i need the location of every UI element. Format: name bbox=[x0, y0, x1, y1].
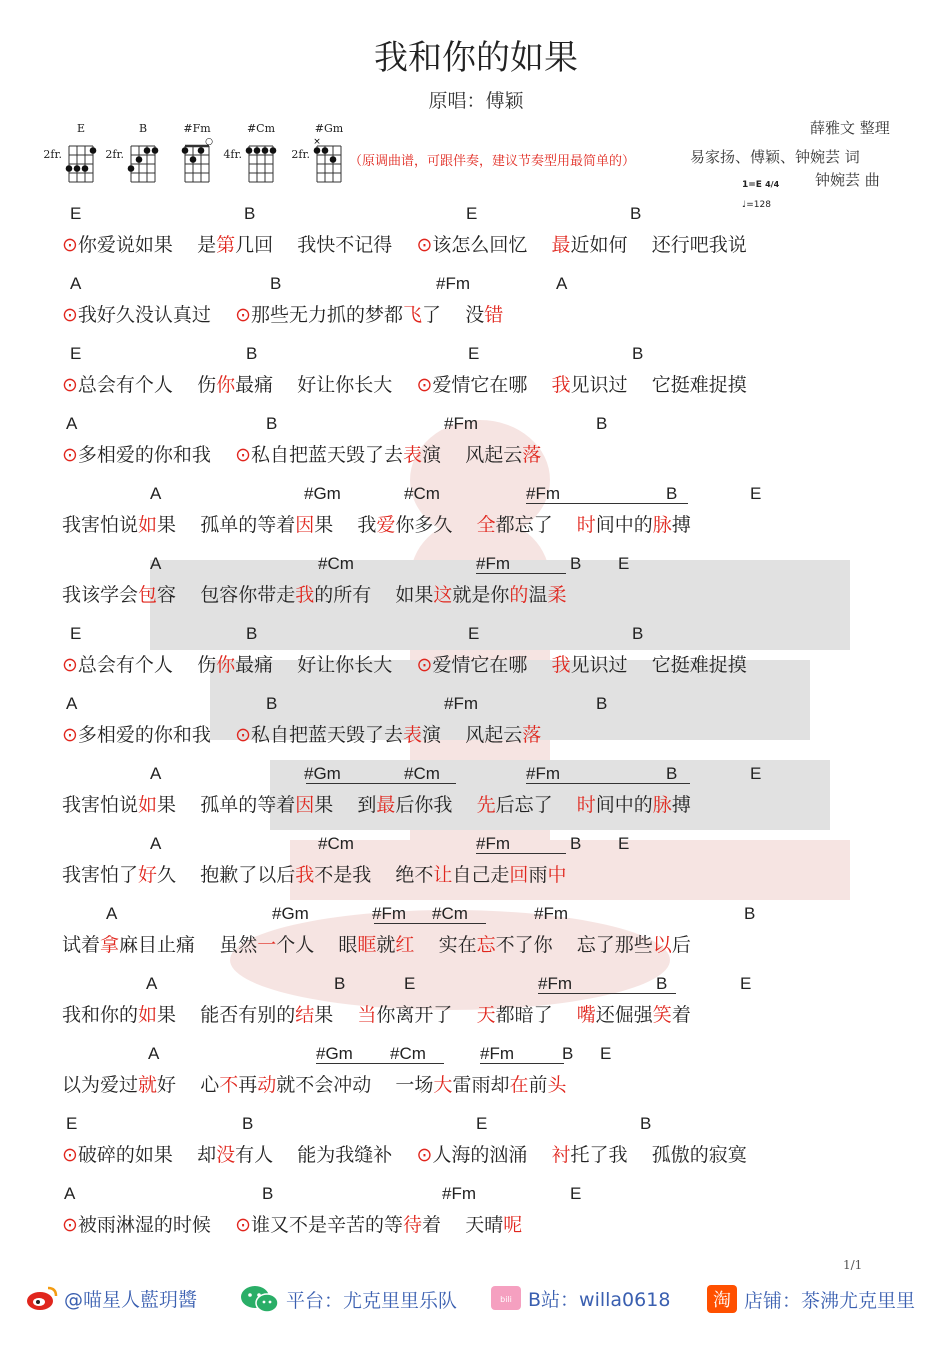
page-number: 1/1 bbox=[843, 1258, 863, 1272]
chord-tie-line bbox=[374, 923, 486, 924]
chord-label: B bbox=[334, 974, 346, 993]
wechat-platform: 平台：尤克里里乐队 bbox=[286, 1289, 458, 1312]
lyric-line: 以为爱过就好 心不再动就不会冲动 一场大雷雨却在前头 bbox=[62, 1074, 567, 1096]
chord-label: A bbox=[148, 1044, 160, 1063]
chord-diagram-fret: 2fr. bbox=[291, 148, 310, 161]
chord-label: #Gm bbox=[316, 1044, 353, 1063]
chord-diagram-fret: 2fr. bbox=[43, 148, 62, 161]
footer-bar bbox=[0, 1284, 952, 1320]
lyric-line: 我该学会包容 包容你带走我的所有 如果这就是你的温柔 bbox=[62, 584, 567, 606]
chord-tie-line bbox=[316, 1063, 444, 1064]
footer-wechat[interactable] bbox=[240, 1284, 457, 1314]
chord-label: #Gm bbox=[272, 904, 309, 923]
svg-text:×: × bbox=[313, 137, 321, 147]
lyric-line: ⊙多相爱的你和我 ⊙私自把蓝天毁了去表演 风起云落 bbox=[62, 444, 542, 466]
chord-label: E bbox=[70, 204, 82, 223]
chord-label: #Gm bbox=[304, 764, 341, 783]
chord-label: A bbox=[556, 274, 568, 293]
chord-label: B bbox=[570, 554, 582, 573]
chord-tie-line bbox=[480, 1063, 564, 1064]
original-singer: 原唱：傅颖 bbox=[428, 90, 524, 112]
chord-label: B bbox=[666, 484, 678, 503]
lyric-line: ⊙破碎的如果 却没有人 能为我缝补 ⊙人海的汹涌 衬托了我 孤傲的寂寞 bbox=[62, 1144, 747, 1166]
chord-label: #Fm bbox=[444, 414, 478, 433]
svg-text:○: ○ bbox=[205, 137, 213, 147]
chord-label: B bbox=[632, 344, 644, 363]
chord-tie-line bbox=[306, 783, 456, 784]
chord-label: E bbox=[750, 764, 762, 783]
chord-label: A bbox=[150, 834, 162, 853]
chord-label: #Cm bbox=[404, 764, 440, 783]
weibo-handle: @喵星人藍玥醬 bbox=[64, 1288, 198, 1311]
chord-label: #Fm bbox=[444, 694, 478, 713]
chord-label: B bbox=[246, 344, 258, 363]
chord-label: A bbox=[106, 904, 118, 923]
chord-label: A bbox=[150, 764, 162, 783]
chord-label: B bbox=[262, 1184, 274, 1203]
weibo-icon bbox=[26, 1284, 58, 1312]
chord-label: E bbox=[750, 484, 762, 503]
chord-label: B bbox=[570, 834, 582, 853]
wechat-icon bbox=[240, 1284, 280, 1314]
chord-tie-line bbox=[538, 993, 676, 994]
chord-label: #Cm bbox=[404, 484, 440, 503]
chord-tie-line bbox=[526, 503, 688, 504]
chord-label: #Fm bbox=[476, 834, 510, 853]
chord-diagram-name: B bbox=[138, 122, 148, 135]
svg-text:淘: 淘 bbox=[713, 1290, 731, 1311]
chord-label: A bbox=[150, 554, 162, 573]
taobao-shop: 店铺：茶沸尤克里里 bbox=[744, 1289, 916, 1312]
svg-text:bili: bili bbox=[500, 1295, 512, 1304]
chord-label: B bbox=[630, 204, 642, 223]
chord-label: #Fm bbox=[442, 1184, 476, 1203]
lyric-line: ⊙被雨淋湿的时候 ⊙谁又不是辛苦的等待着 天晴呢 bbox=[62, 1214, 523, 1236]
chord-label: B bbox=[270, 274, 282, 293]
taobao-icon bbox=[706, 1284, 738, 1314]
chord-label: E bbox=[404, 974, 416, 993]
chord-label: #Fm bbox=[476, 554, 510, 573]
chord-diagram-name: E bbox=[76, 122, 86, 135]
chord-label: B bbox=[744, 904, 756, 923]
tempo-marking: ♩=128 bbox=[742, 200, 771, 210]
lyric-line: 我害怕了好久 抱歉了以后我不是我 绝不让自己走回雨中 bbox=[62, 864, 567, 886]
chord-label: #Cm bbox=[318, 554, 354, 573]
arrangement-note: （原调曲谱，可跟伴奏，建议节奏型用最简单的） bbox=[349, 154, 636, 169]
chord-label: E bbox=[476, 1114, 488, 1133]
chord-label: B bbox=[266, 414, 278, 433]
chord-diagram-name: #Gm bbox=[314, 122, 344, 135]
chord-label: #Fm bbox=[526, 764, 560, 783]
fretboard-grid bbox=[126, 136, 160, 184]
chord-label: #Gm bbox=[304, 484, 341, 503]
lyric-line: 我和你的如果 能否有别的结果 当你离开了 天都暗了 嘴还倔强笑着 bbox=[62, 1004, 691, 1026]
lyric-line: ⊙总会有个人 伤你最痛 好让你长大 ⊙爱情它在哪 我见识过 它挺难捉摸 bbox=[62, 654, 747, 676]
chord-label: #Fm bbox=[480, 1044, 514, 1063]
composer-credit: 钟婉芸 曲 bbox=[815, 171, 880, 189]
chord-label: B bbox=[632, 624, 644, 643]
chord-label: E bbox=[740, 974, 752, 993]
chord-label: E bbox=[570, 1184, 582, 1203]
chord-label: #Fm bbox=[372, 904, 406, 923]
chord-label: E bbox=[70, 344, 82, 363]
lyric-line: ⊙总会有个人 伤你最痛 好让你长大 ⊙爱情它在哪 我见识过 它挺难捉摸 bbox=[62, 374, 747, 396]
chord-label: B bbox=[562, 1044, 574, 1063]
chord-label: E bbox=[468, 624, 480, 643]
fretboard-grid bbox=[312, 136, 346, 184]
chord-label: #Fm bbox=[436, 274, 470, 293]
chord-diagram-fret: 4fr. bbox=[223, 148, 242, 161]
chord-label: B bbox=[246, 624, 258, 643]
key-signature: 1=E 4/4 bbox=[742, 180, 780, 190]
chord-label: A bbox=[66, 414, 78, 433]
chord-tie-line bbox=[476, 573, 566, 574]
chord-tie-line bbox=[476, 853, 566, 854]
chord-label: #Fm bbox=[538, 974, 572, 993]
lyricist-credit: 易家扬、傅颖、钟婉芸 词 bbox=[690, 148, 860, 166]
lyric-line: 我害怕说如果 孤单的等着因果 到最后你我 先后忘了 时间中的脉搏 bbox=[62, 794, 691, 816]
chord-label: A bbox=[64, 1184, 76, 1203]
chord-diagram-fret: 2fr. bbox=[105, 148, 124, 161]
chord-label: A bbox=[66, 694, 78, 713]
chord-label: E bbox=[600, 1044, 612, 1063]
chord-label: A bbox=[70, 274, 82, 293]
chord-label: B bbox=[242, 1114, 254, 1133]
chord-label: E bbox=[618, 554, 630, 573]
chord-label: B bbox=[596, 694, 608, 713]
chord-label: #Cm bbox=[318, 834, 354, 853]
bilibili-id: B站：willa0618 bbox=[528, 1288, 671, 1311]
bilibili-icon bbox=[490, 1284, 522, 1312]
chord-label: E bbox=[70, 624, 82, 643]
chord-label: #Cm bbox=[390, 1044, 426, 1063]
arranger-credit: 薛雅文 整理 bbox=[810, 119, 890, 137]
lyric-line: 我害怕说如果 孤单的等着因果 我爱你多久 全都忘了 时间中的脉搏 bbox=[62, 514, 691, 536]
chord-label: B bbox=[640, 1114, 652, 1133]
chord-label: #Cm bbox=[432, 904, 468, 923]
chord-diagram-name: #Cm bbox=[246, 122, 276, 135]
chord-label: B bbox=[656, 974, 668, 993]
chord-label: E bbox=[618, 834, 630, 853]
chord-label: B bbox=[244, 204, 256, 223]
lyric-line: ⊙你爱说如果 是第几回 我快不记得 ⊙该怎么回忆 最近如何 还行吧我说 bbox=[62, 234, 747, 256]
chord-label: E bbox=[468, 344, 480, 363]
chord-label: #Fm bbox=[526, 484, 560, 503]
chord-label: E bbox=[66, 1114, 78, 1133]
chord-label: B bbox=[266, 694, 278, 713]
lyric-line: ⊙多相爱的你和我 ⊙私自把蓝天毁了去表演 风起云落 bbox=[62, 724, 542, 746]
chord-tie-line bbox=[526, 783, 690, 784]
song-title: 我和你的如果 bbox=[374, 38, 578, 78]
chord-label: B bbox=[666, 764, 678, 783]
chord-label: E bbox=[466, 204, 478, 223]
lyric-line: 试着拿麻目止痛 虽然一个人 眼眶就红 实在忘不了你 忘了那些以后 bbox=[62, 934, 691, 956]
chord-diagram-name: #Fm bbox=[183, 122, 211, 135]
chord-label: A bbox=[150, 484, 162, 503]
footer-weibo[interactable] bbox=[26, 1284, 197, 1312]
chord-label: A bbox=[146, 974, 158, 993]
footer-bilibili[interactable] bbox=[490, 1284, 670, 1312]
lyric-line: ⊙我好久没认真过 ⊙那些无力抓的梦都飞了 没错 bbox=[62, 304, 504, 326]
footer-taobao[interactable] bbox=[706, 1284, 915, 1314]
chord-label: #Fm bbox=[534, 904, 568, 923]
chord-label: B bbox=[596, 414, 608, 433]
